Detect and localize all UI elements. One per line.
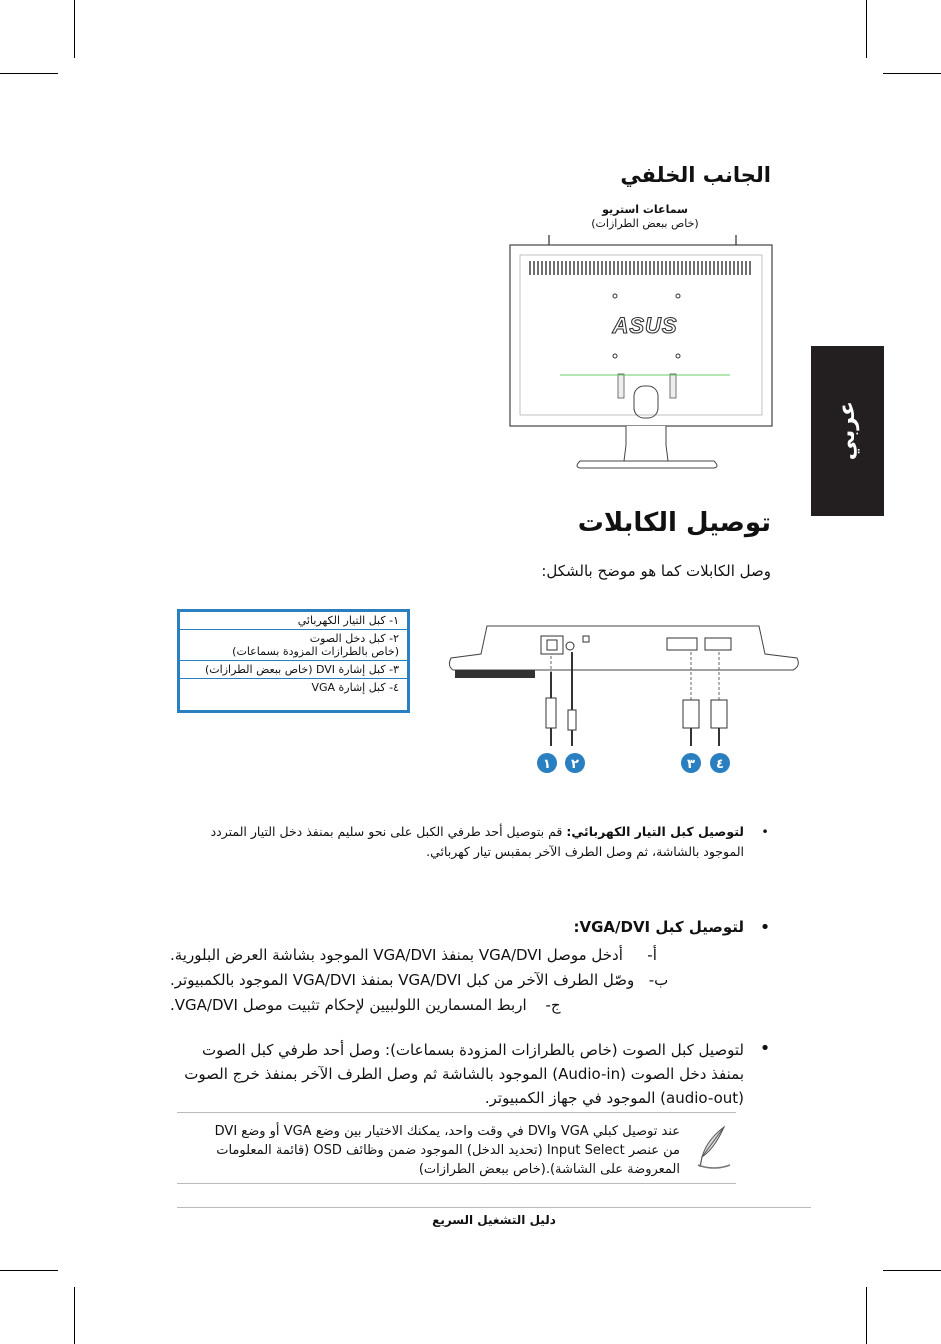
connecting-cables-intro: وصل الكابلات كما هو موضح بالشكل: [541,562,771,580]
note-text: عند توصيل كبلي VGA وDVI في وقت واحد، يمكنك الاختيار بين وضع VGA أو وضع DVI من عنصر Input Select (تحديد الدخل) الموجود ضمن وظائف OSD (قائمة المعلومات المعروضة على الشاشة).(خاص ببعض الطرازات) [214,1124,680,1177]
speaker-label [560,203,730,231]
power-cable-text [170,822,744,862]
callout-4-label: ٤ [716,757,724,772]
step-label: ج- [545,996,561,1014]
legend-item-vga: ٤- كبل إشارة VGA [311,681,399,694]
vga-dvi-instruction [170,917,772,1016]
vga-dvi-step [170,945,738,966]
power-cable-body: قم بتوصيل أحد طرفي الكبل على نحو سليم بمنفذ دخل التيار المتردد الموجود بالشاشة، ثم وصل الطرف الآخر بمقبس تيار كهربائي. [210,824,744,859]
callout-2-label: ٢ [571,757,579,772]
bullet-dot: • [759,917,771,938]
callout-3-label: ٣ [687,757,695,772]
legend-item-audio: ٢- كبل دخل الصوت (خاص بالطرازات المزودة بسماعات) [180,630,407,661]
crop-mark [74,0,75,58]
rear-view-title: الجانب الخلفي [620,163,771,187]
crop-mark [0,1270,58,1271]
audio-cable-instruction [170,1038,772,1110]
crop-mark [866,1287,867,1344]
note-box [177,1112,736,1184]
feather-note-icon [694,1123,734,1173]
footer-title: دليل التشغيل السريع [432,1213,556,1227]
crop-mark [74,1287,75,1344]
step-label: ب- [648,971,669,989]
legend-item-power: ١- كبل التيار الكهربائي [180,612,407,630]
power-cable-instruction [170,822,772,862]
legend-item-dvi: ٣- كبل إشارة DVI (خاص ببعض الطرازات) [180,661,407,679]
monitor-rear-illustration [500,235,780,475]
crop-mark [883,1270,941,1271]
crop-mark [0,73,58,74]
audio-cable-text: لتوصيل كبل الصوت (خاص بالطرازات المزودة بسماعات): وصل أحد طرفي كبل الصوت بمنفذ دخل الصوت (Audio-in) الموجود بالشاشة ثم وصل الطرف الآخر بمنفذ خرج الصوت (audio-out) الموجود في جهاز الكمبيوتر. [184,1041,744,1107]
cable-connection-diagram [445,622,805,782]
bullet-dot: • [759,1038,771,1059]
step-text: وصّل الطرف الآخر من كبل VGA/DVI بمنفذ VGA/DVI الموجود بالكمبيوتر. [170,971,635,989]
crop-mark [883,73,941,74]
vga-dvi-heading: لتوصيل كبل VGA/DVI: [573,918,744,936]
step-label: أ- [647,946,657,964]
power-cable-heading: لتوصيل كبل التيار الكهربائي: [566,824,744,839]
language-tab-label: عربي [835,401,860,461]
connecting-cables-title: توصيل الكابلات [577,508,771,538]
step-text: اربط المسمارين اللولبيين لإحكام تثبيت موصل VGA/DVI. [170,996,527,1014]
callout-1-label: ١ [543,757,551,772]
step-text: أدخل موصل VGA/DVI بمنفذ VGA/DVI الموجود بشاشة العرض البلورية. [170,946,623,964]
crop-mark [866,0,867,58]
footer-divider [177,1207,811,1208]
bullet-dot: • [761,824,769,839]
language-tab [811,346,884,516]
speaker-label-note: (خاص ببعض الطرازات) [591,217,699,230]
brand-logo: ASUS [612,313,678,338]
cable-legend [177,609,410,713]
speaker-label-title: سماعات استريو [602,203,688,216]
vga-dvi-step [170,970,738,991]
vga-dvi-step [170,995,738,1016]
